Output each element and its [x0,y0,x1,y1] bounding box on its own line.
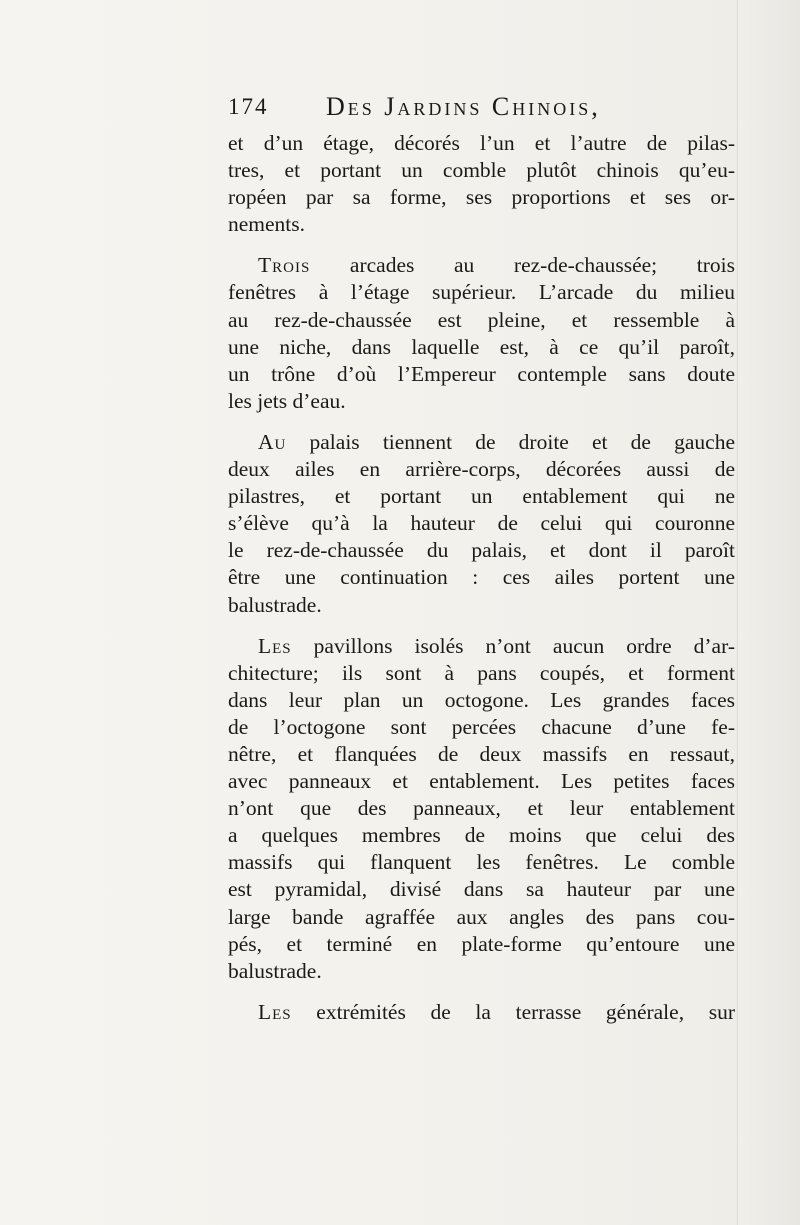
text-line: massifs qui flanquent les fenêtres. Le comble [228,850,735,875]
text-line-rest: palais tiennent de droite et de gauche [286,429,735,454]
text-line: avec panneaux et entablement. Les petites faces [228,769,735,794]
running-title: Des Jardins Chinois, [326,92,601,121]
body-text [228,130,735,1026]
text-line: balustrade. [228,958,322,983]
text-line-rest: extrémités de la terrasse générale, sur [291,999,735,1024]
text-line: large bande agraffée aux angles des pans cou- [228,904,735,929]
text-line: une niche, dans laquelle est, à ce qu’il paroît, [228,334,735,359]
text-line [228,999,735,1026]
paragraph-3 [228,429,735,619]
text-line: pilastres, et portant un entablement qui ne [228,484,735,509]
text-line [228,429,735,456]
text-line: les jets d’eau. [228,388,346,413]
text-line: n’ont que des panneaux, et leur entablement [228,796,735,821]
text-line: de l’octogone sont percées chacune d’une fe- [228,714,735,739]
text-line: a quelques membres de moins que celui des [228,823,735,848]
text-line-rest: arcades au rez-de-chaussée; trois [310,253,735,278]
text-line: être une continuation : ces ailes portent une [228,565,735,590]
text-line: nêtre, et flanquées de deux massifs en ressaut, [228,741,735,766]
paragraph-initial-word: Trois [258,253,311,278]
text-line: balustrade. [228,592,322,617]
paragraph-4 [228,633,735,985]
running-head [228,92,748,126]
text-line: dans leur plan un octogone. Les grandes faces [228,687,735,712]
facing-page-edge [737,0,800,1225]
text-line: chitecture; ils sont à pans coupés, et forment [228,660,735,685]
text-line: le rez-de-chaussée du palais, et dont il paroît [228,538,735,563]
paragraph-2 [228,252,735,415]
text-line: un trône d’où l’Empereur contemple sans doute [228,361,735,386]
text-line: s’élève qu’à la hauteur de celui qui couronne [228,511,735,536]
text-line: tres, et portant un comble plutôt chinois qu’eu- [228,158,735,183]
paragraph-1 [228,130,735,238]
text-line: au rez-de-chaussée est pleine, et ressemble à [228,307,735,332]
text-line: nements. [228,212,306,237]
text-line: deux ailes en arrière-corps, décorées aussi de [228,457,735,482]
paragraph-initial-word: Les [258,633,292,658]
text-line: pés, et terminé en plate-forme qu’entoure une [228,931,735,956]
paragraph-initial-word: Au [258,429,287,454]
text-line-rest: pavillons isolés n’ont aucun ordre d’ar- [291,633,735,658]
paragraph-5 [228,999,735,1026]
paragraph-initial-word: Les [258,999,292,1024]
text-line: est pyramidal, divisé dans sa hauteur par une [228,877,735,902]
text-line [228,633,735,660]
page-number: 174 [228,94,269,119]
text-line: ropéen par sa forme, ses proportions et ses or- [228,185,735,210]
text-line: fenêtres à l’étage supérieur. L’arcade du milieu [228,280,735,305]
text-line: et d’un étage, décorés l’un et l’autre de pilas- [228,131,735,155]
text-line [228,252,735,279]
